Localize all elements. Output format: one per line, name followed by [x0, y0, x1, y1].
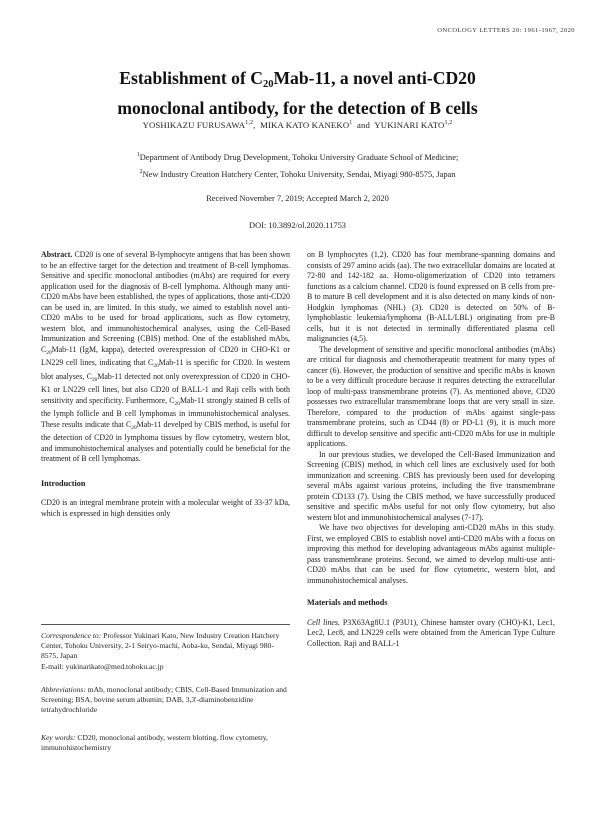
cell-lines-text: P3X63Ag8U.1 (P3U1), Chinese hamster ovary (CHO)-K1, Lec1, Lec2, Lec8, and LN229 cells were obtained from the American Type Culture Collection. Raji and BALL-1	[307, 617, 555, 648]
introduction-heading: Introduction	[41, 478, 86, 488]
abstract-text: Mab-11 (IgM, kappa), detected overexpression of CD20 in CHO-K1 or LN229 cell lines, indicating that C	[41, 344, 290, 367]
introduction-paragraph: CD20 is an integral membrane protein with a molecular weight of 33-37 kDa, which is expressed in high densities only	[41, 498, 290, 518]
article-title	[40, 67, 555, 119]
left-column	[41, 250, 290, 519]
body-paragraph: In our previous studies, we developed the Cell-Based Immunization and Screening (CBIS) method, in which cell lines are exclusively used for both immunization and screening. CBIS has previously been used for developing several mAbs against various proteins, including the five transmembrane protein CD133 (7). Using the CBIS method, we have successfully produced sensitive and specific mAbs useful for not only flow cytometry, but also western blot and immunohistochemical analyses (7-17).	[307, 449, 555, 522]
author-name: YUKINARI KATO	[374, 120, 445, 130]
abbreviations-label: Abbreviations:	[41, 685, 86, 694]
body-paragraph: The development of sensitive and specific monoclonal antibodies (mAbs) are critical for diagnosis and chemotherapeutic treatment for many types of cancer (6). However, the production of sensitive and specific mAbs is known to be a very difficult procedure because it requires detecting the extracellular loop of multi-pass transmembrane proteins (7). As mentioned above, CD20 possesses two extracellular transmembrane loops that are very small in size. Therefore, compared to the production of mAbs against single-pass transmembrane proteins, such as CD44 (8) or PD-L1 (9), it is much more difficult to develop sensitive and specific anti-CD20 mAbs for use in multiple applications.	[307, 344, 555, 448]
author-name: YOSHIKAZU FURUSAWA	[142, 120, 246, 130]
title-line1-post: Mab-11, a novel anti-CD20	[273, 68, 476, 88]
title-line2: monoclonal antibody, for the detection of B cells	[117, 97, 478, 118]
author-separator: ,	[253, 120, 261, 130]
author-name: MIKA KATO KANEKO	[260, 120, 350, 130]
abstract-subscript: 20	[91, 376, 98, 383]
cell-lines-label: Cell lines.	[307, 617, 340, 627]
correspondence-text: Professor Yukinari Kato, New Industry Creation Hatchery Center, Tohoku University, 2-1 Seiryo-machi, Aoba-ku, Sendai, Miyagi 980-8575, Japan	[41, 631, 280, 661]
received-accepted-dates: Received November 7, 2019; Accepted March 2, 2020	[206, 194, 389, 203]
abbreviations-text: mAb, monoclonal antibody; CBIS, Cell-Based Immunization and Screening; BSA, bovine serum albumin; DAB, 3,3'-diaminobenzidine tetrahydrochloride	[41, 685, 287, 715]
affiliation-text: Department of Antibody Drug Development, Tohoku University Graduate School of Medicine;	[139, 152, 459, 162]
footnote-divider	[41, 624, 290, 625]
affiliation-sup: 2	[139, 168, 143, 175]
methods-heading: Materials and methods	[307, 598, 388, 607]
keywords-label: Key words:	[41, 733, 76, 742]
correspondence-label: Correspondence to:	[41, 631, 102, 640]
affiliation-text: New Industry Creation Hatchery Center, Tohoku University, Sendai, Miyagi 980-8575, Japan	[142, 169, 456, 179]
abstract-text: Mab-11 is specific for CD20. In western blot analyses, C	[41, 358, 290, 381]
correspondence-note	[41, 631, 290, 672]
author-affil-sup: 1,2	[444, 120, 453, 127]
author-affil-sup: 1	[349, 120, 353, 127]
abstract-text: Mab-11 develped by CBIS method, is useful for the detection of CD20 in lymphoma tissues by flow cytometry, western blot, and immunohistochemical analyses and potentially could be beneficial for the treatment of B cell lymphomas.	[41, 419, 290, 463]
cell-lines-paragraph	[307, 618, 555, 650]
body-paragraph: We have two objectives for developing anti-CD20 mAbs in this study. First, we employed CBIS to establish novel anti-CD20 mAbs with a focus on improving this method for developing advantageous mAbs against multiple-pass transmembrane proteins. Second, we aimed to develop multi-use anti-CD20 mAbs that can be used for flow cytometric, western blot, and immunohistochemical analyses.	[307, 523, 555, 585]
abstract-text: Mab-11 detected not only overexpression of CD20 in CHO-K1 or LN229 cell lines, but also CD20 of BALL-1 and Raji cells with both sensitivity and specificity. Furthermore, C	[41, 371, 291, 405]
abstract	[41, 250, 290, 465]
author-list	[40, 120, 555, 130]
doi[interactable]: DOI: 10.3892/ol.2020.11753	[249, 221, 346, 230]
abbreviations-note	[41, 685, 290, 716]
abstract-text: CD20 is one of several B-lymphocyte antigens that has been shown to be an effective target for the detection and treatment of B-cell lymphomas. Sensitive and specific monoclonal antibodies (mAbs) are required for every application used for the diagnosis of B-cell lymphoma. Although many anti-CD20 mAbs have been established, the types of applications, those anti-CD20 can be used in, are limited. In this study, we aimed to establish novel anti-CD20 mAbs to be used for broad applications, such as flow cytometry, western blot, and immunohistochemical analyses, using the Cell-Based Immunization and Screening (CBIS) method. One of the established mAbs, C	[41, 250, 290, 354]
author-affil-sup: 1,2	[245, 120, 254, 127]
affiliation-sup: 1	[136, 152, 140, 158]
abstract-subscript: 20	[131, 424, 137, 431]
abstract-label: Abstract.	[41, 250, 73, 259]
abstract-subscript: 20	[46, 349, 52, 356]
correspondence-email[interactable]: E-mail: yukinarikato@med.tohoku.ac.jp	[41, 661, 164, 671]
abstract-subscript: 20	[153, 363, 159, 369]
abstract-text: Mab-11 strongly stained B cells of the lymph follicle and B cell lymphomas in immunohistochemical analyses. These results indicate that C	[41, 395, 291, 429]
affiliation-1	[40, 148, 555, 165]
running-head: ONCOLOGY LETTERS 20: 1961-1967, 2020	[437, 27, 575, 34]
abstract-subscript: 20	[174, 400, 180, 407]
author-separator: and	[352, 120, 375, 130]
keywords-text: CD20, monoclonal antibody, western blotting, flow cytometry, immunohistochemistry	[41, 733, 268, 753]
body-paragraph: on B lymphocytes (1,2). CD20 has four membrane-spanning domains and consists of 297 amino acids (aa). The two extracellular domains are located at 72-80 and 142-182 aa. Homo-oligomerization of CD20 into tetramers functions as a calcium channel. CD20 is found expressed on B cells from pre-B to mature B cell development and it is also detected on many kinds of non-Hodgkin lymphomas (NHL) (3). CD20 is detected on 50% of B-lymphoblastic leukemia/lymphoma (B-ALL/LBL) originating from pre-B cells, but it is not detected in terminally differentiated plasma cell malignancies (4,5).	[307, 250, 555, 343]
right-column	[307, 250, 555, 649]
title-line1-pre: Establishment of C	[119, 68, 263, 88]
title-line1-sub: 20	[262, 79, 274, 90]
affiliation-2	[40, 165, 555, 182]
keywords-note	[41, 733, 290, 753]
affiliations	[40, 148, 555, 182]
